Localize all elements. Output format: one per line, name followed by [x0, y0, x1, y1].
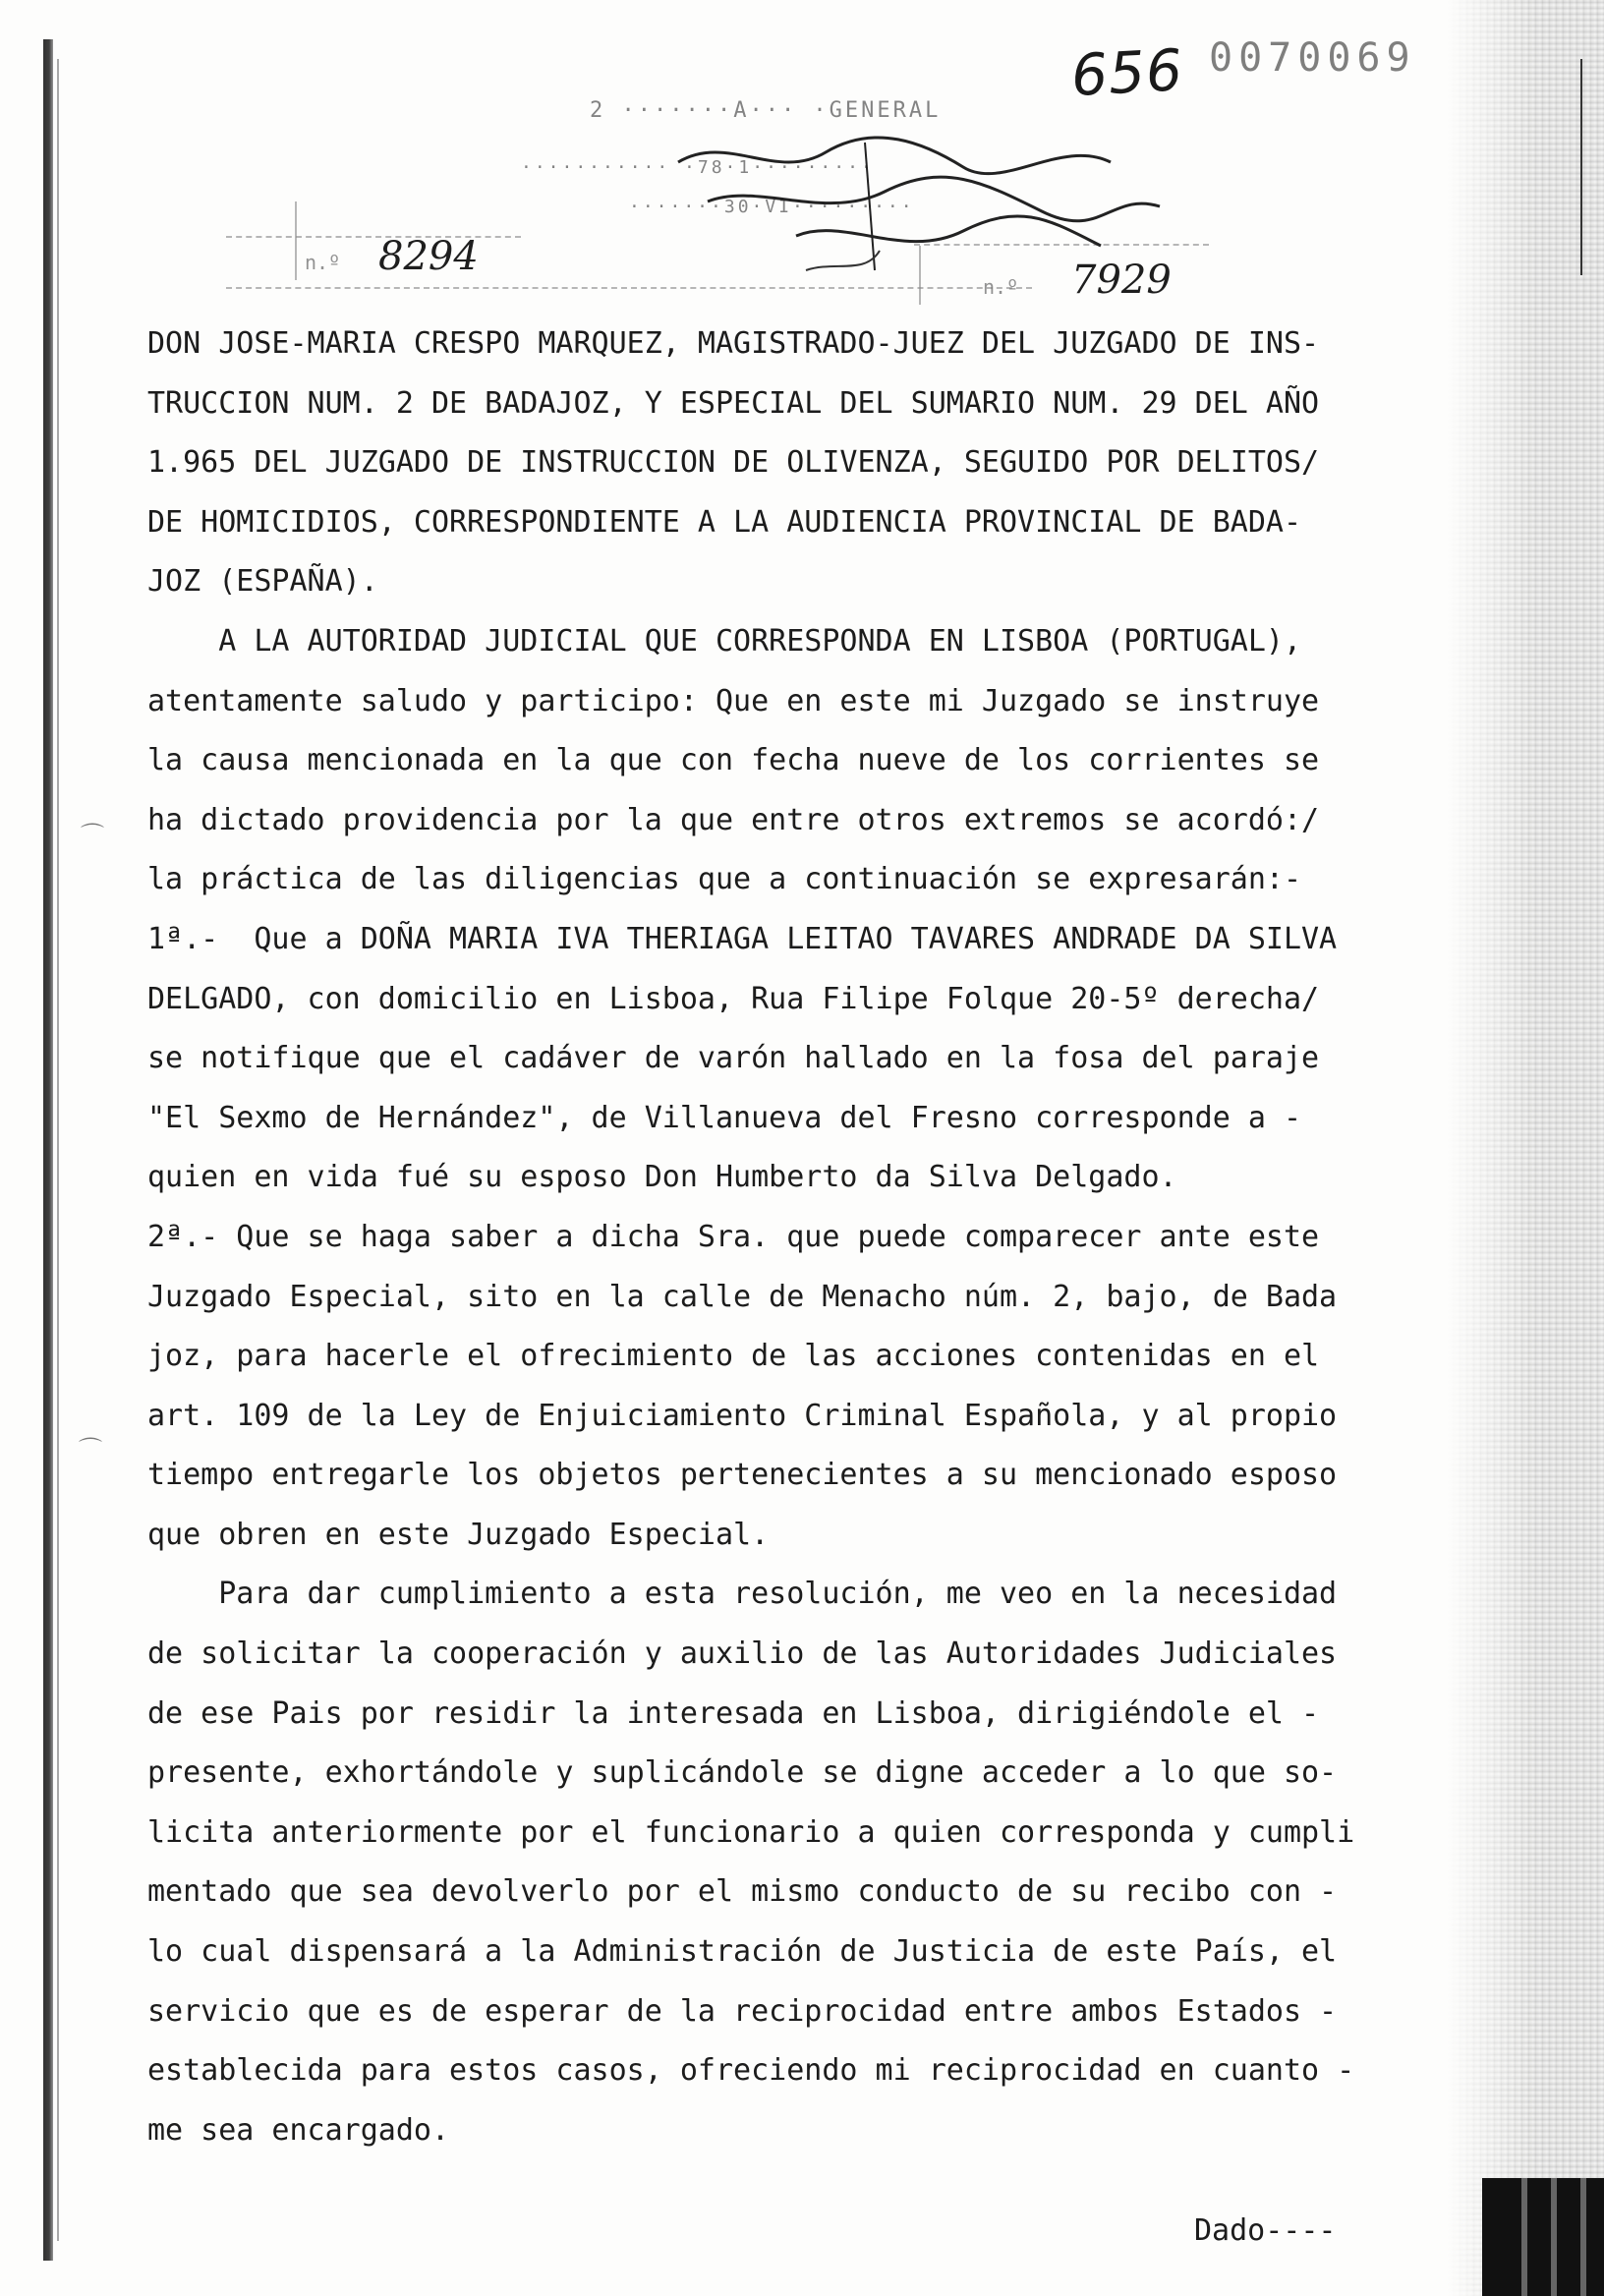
paragraph-line: la práctica de las diligencias que a continuación se expresarán:- [147, 862, 1301, 897]
paragraph-line: ha dictado providencia por la que entre otros extremos se acordó:/ [147, 802, 1320, 837]
paragraph-line: se notifique que el cadáver de varón hallado en la fosa del paraje [147, 1041, 1320, 1076]
stamp-line-1: 2 ·······A··· ·GENERAL [590, 98, 942, 123]
paragraph-line: 2ª.- Que se haga saber a dicha Sra. que puede comparecer ante este [147, 1219, 1320, 1254]
paragraph-line: mentado que sea devolverlo por el mismo conducto de su recibo con - [147, 1874, 1338, 1910]
paragraph-line: lo cual dispensará a la Administración de Justicia de este País, el [147, 1934, 1338, 1970]
faded-stamp-number: 0070069 [1209, 35, 1416, 81]
stamp-line-3: ·······30·VI········· [629, 197, 915, 217]
heading-line: DON JOSE-MARIA CRESPO MARQUEZ, MAGISTRADO-JUEZ DEL JUZGADO DE INS- [147, 326, 1320, 361]
paragraph-line: art. 109 de la Ley de Enjuiciamiento Criminal Española, y al propio [147, 1398, 1338, 1433]
corner-stripe [1580, 2178, 1586, 2296]
stamp-dashed-rule [226, 287, 1032, 289]
stamp-line-2: ··········· ·78·1········· [521, 157, 875, 178]
scan-corner-block [1482, 2178, 1604, 2296]
paragraph-line: "El Sexmo de Hernández", de Villanueva del Fresno corresponde a - [147, 1100, 1301, 1135]
heading-line: JOZ (ESPAÑA). [147, 564, 378, 600]
paragraph-line: de ese Pais por residir la interesada en Lisboa, dirigiéndole el - [147, 1695, 1320, 1731]
paragraph-line: establecida para estos casos, ofreciendo mi reciprocidad en cuanto - [147, 2053, 1355, 2089]
scan-left-edge [43, 39, 53, 2261]
continuation-word: Dado---- [1194, 2213, 1337, 2248]
margin-mark: ⌒ [79, 1436, 102, 1464]
paragraph-line: DELGADO, con domicilio en Lisboa, Rua Filipe Folque 20-5º derecha/ [147, 981, 1320, 1016]
corner-stripe [1521, 2178, 1527, 2296]
registry-number-left: 8294 [378, 234, 479, 279]
scan-right-line [1580, 59, 1582, 275]
margin-mark: ⌒ [81, 822, 104, 849]
stamp-box-edge [295, 201, 297, 280]
registry-number-right: 7929 [1071, 258, 1172, 303]
paragraph-line: servicio que es de esperar de la reciprocidad entre ambos Estados - [147, 1993, 1338, 2029]
heading-line: DE HOMICIDIOS, CORRESPONDIENTE A LA AUDIENCIA PROVINCIAL DE BADA- [147, 504, 1301, 540]
paragraph-line: A LA AUTORIDAD JUDICIAL QUE CORRESPONDA EN LISBOA (PORTUGAL), [147, 623, 1301, 659]
scan-right-edge [1447, 0, 1604, 2296]
paragraph-line: 1ª.- Que a DOÑA MARIA IVA THERIAGA LEITAO TAVARES ANDRADE DA SILVA [147, 921, 1338, 956]
paragraph-line: me sea encargado. [147, 2112, 450, 2148]
paragraph-line: atentamente saludo y participo: Que en este mi Juzgado se instruye [147, 683, 1320, 718]
paragraph-line: licita anteriormente por el funcionario a quien corresponda y cumpli [147, 1814, 1355, 1850]
paragraph-line: joz, para hacerle el ofrecimiento de las acciones contenidas en el [147, 1339, 1320, 1374]
scan-left-edge-line [57, 59, 59, 2241]
handwritten-stamp-number: 656 [1069, 36, 1185, 109]
paragraph-line: Para dar cumplimiento a esta resolución, me veo en la necesidad [147, 1577, 1338, 1612]
paragraph-line: quien en vida fué su esposo Don Humberto da Silva Delgado. [147, 1160, 1177, 1195]
paragraph-line: presente, exhortándole y suplicándole se digne acceder a lo que so- [147, 1755, 1338, 1791]
signature-scribble [668, 123, 1179, 280]
paragraph-line: Juzgado Especial, sito en la calle de Menacho núm. 2, bajo, de Bada [147, 1279, 1338, 1314]
paragraph-line: que obren en este Juzgado Especial. [147, 1517, 770, 1552]
letter-body [147, 315, 1415, 2160]
registry-prefix-right: n.º [983, 275, 1019, 299]
heading-line: TRUCCION NUM. 2 DE BADAJOZ, Y ESPECIAL DEL SUMARIO NUM. 29 DEL AÑO [147, 385, 1320, 421]
paragraph-line: de solicitar la cooperación y auxilio de las Autoridades Judiciales [147, 1636, 1338, 1672]
paragraph-line: la causa mencionada en la que con fecha nueve de los corrientes se [147, 743, 1320, 778]
paragraph-line: tiempo entregarle los objetos pertenecientes a su mencionado esposo [147, 1458, 1338, 1493]
heading-line: 1.965 DEL JUZGADO DE INSTRUCCION DE OLIVENZA, SEGUIDO POR DELITOS/ [147, 445, 1320, 481]
corner-stripe [1551, 2178, 1557, 2296]
registry-prefix-left: n.º [305, 251, 341, 274]
